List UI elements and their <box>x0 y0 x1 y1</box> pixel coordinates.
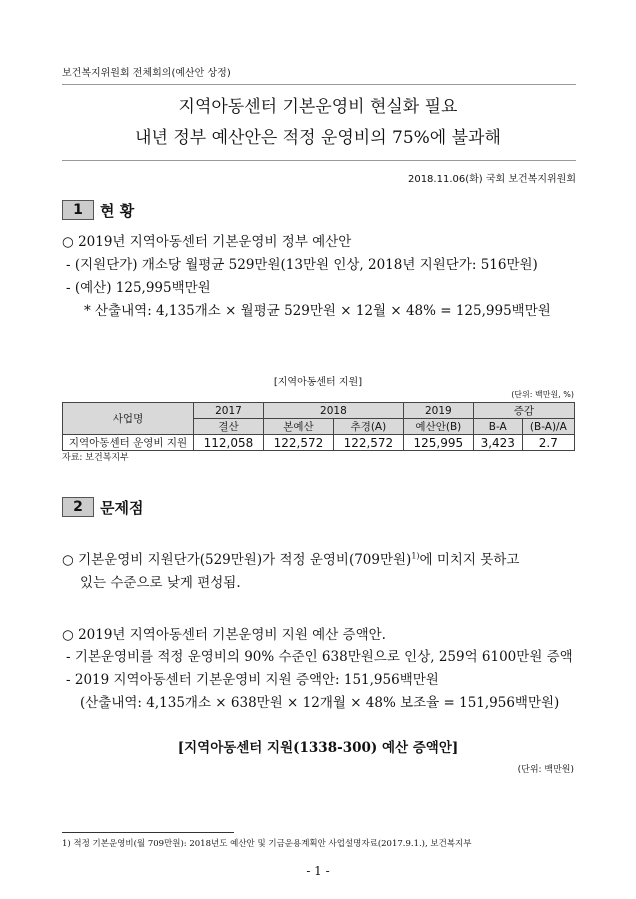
header-cell: 2018 <box>263 403 403 419</box>
date-line: 2018.11.06(화) 국회 보건복지위원회 <box>407 174 576 185</box>
header-cell: 결산 <box>194 419 264 435</box>
table-cell: 125,995 <box>403 435 473 451</box>
header-cell: 2019 <box>403 403 473 419</box>
title-line-1: 지역아동센터 기본운영비 현실화 필요 <box>178 97 458 117</box>
header-cell: (B-A)/A <box>522 419 574 435</box>
section-title: 문제점 <box>100 499 144 517</box>
header-cell: 본예산 <box>263 419 333 435</box>
table-caption: [지역아동센터 지원] <box>273 377 363 388</box>
header-cell: 증감 <box>473 403 574 419</box>
dash-line: - 2019 지역아동센터 기본운영비 지원 증액안: 151,956백만원 <box>66 672 439 688</box>
footnote: 1) 적정 기본운영비(월 709만원): 2018년도 예산안 및 기금운용계획안 사업설명자료(2017.9.1.), 보건복지부 <box>62 839 472 849</box>
paragraph-line: 있는 수준으로 낮게 편성됨. <box>80 575 241 591</box>
header-cell: 사업명 <box>63 403 194 435</box>
dash-line: - (예산) 125,995백만원 <box>66 280 211 296</box>
section-title: 현 황 <box>100 202 135 220</box>
running-header: 보건복지위원회 전체회의(예산안 상정) <box>62 68 231 79</box>
divider <box>62 160 576 161</box>
header-cell: 예산안(B) <box>403 419 473 435</box>
calc-line: (산출내역: 4,135개소 × 638만원 × 12개월 × 48% 보조율 = 151,956백만원) <box>80 695 560 711</box>
footnote-ref[interactable]: 1) <box>411 551 420 561</box>
table-cell: 122,572 <box>333 435 403 451</box>
footnote-divider <box>62 832 234 833</box>
table-caption: [지역아동센터 지원(1338-300) 예산 증액안] <box>177 740 459 756</box>
dash-line: - 기본운영비를 적정 운영비의 90% 수준인 638만원으로 인상, 259억 6100만원 증액 <box>66 649 573 665</box>
header-cell: 2017 <box>194 403 264 419</box>
table-cell: 112,058 <box>194 435 264 451</box>
bullet-line: ○ 2019년 지역아동센터 기본운영비 지원 예산 증액안. <box>62 627 386 643</box>
page-number: - 1 - <box>306 864 330 878</box>
budget-table <box>62 402 575 451</box>
paragraph-line <box>62 548 519 568</box>
note-line: * 산출내역: 4,135개소 × 월평균 529만원 × 12월 × 48% = 125,995백만원 <box>84 303 551 319</box>
section-number: 2 <box>62 497 94 517</box>
header-cell: 추경(A) <box>333 419 403 435</box>
title-line-2: 내년 정부 예산안은 적정 운영비의 75%에 불과해 <box>135 128 501 148</box>
table-source: 자료: 보건복지부 <box>62 453 129 463</box>
table-cell: 3,423 <box>473 435 522 451</box>
table-unit: (단위: 백만원, %) <box>511 390 574 399</box>
text: ○ 기본운영비 지원단가(529만원)가 적정 운영비(709만원) <box>62 552 412 568</box>
table-cell: 122,572 <box>263 435 333 451</box>
table-unit: (단위: 백만원) <box>517 765 574 775</box>
table-cell: 2.7 <box>522 435 574 451</box>
table-cell: 지역아동센터 운영비 지원 <box>63 435 194 451</box>
section-number: 1 <box>62 200 94 220</box>
header-cell: B-A <box>473 419 522 435</box>
divider <box>62 84 576 85</box>
text: 에 미치지 못하고 <box>419 552 520 568</box>
dash-line: - (지원단가) 개소당 월평균 529만원(13만원 인상, 2018년 지원단가: 516만원) <box>66 257 538 273</box>
bullet-line: ○ 2019년 지역아동센터 기본운영비 정부 예산안 <box>62 234 352 250</box>
